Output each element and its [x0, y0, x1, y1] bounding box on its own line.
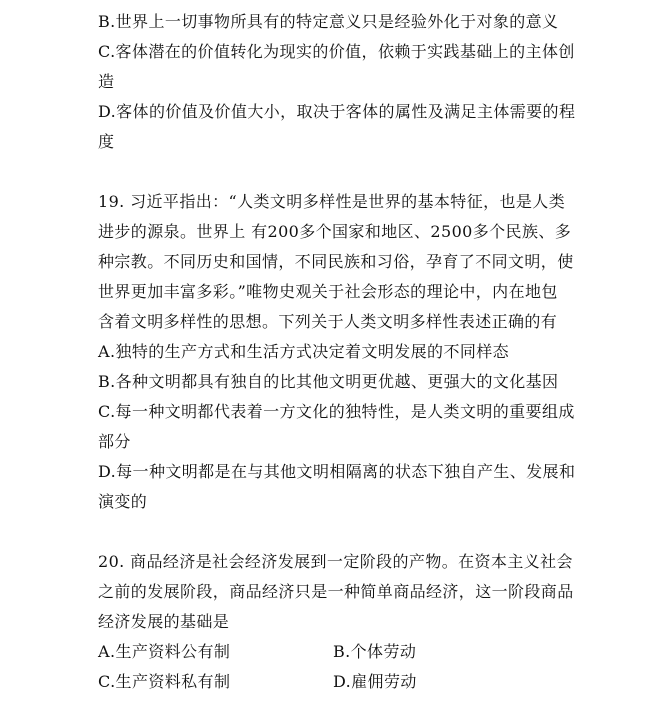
q19-option-d: D.每一种文明都是在与其他文明相隔离的状态下独自产生、发展和: [98, 462, 576, 481]
q18-option-b: B.世界上一切事物所具有的特定意义只是经验外化于对象的意义: [98, 12, 559, 31]
q20-stem-line-2: 之前的发展阶段，商品经济只是一种简单商品经济，这一阶段商品: [98, 582, 574, 601]
q18-option-d: D.客体的价值及价值大小，取决于客体的属性及满足主体需要的程: [98, 102, 576, 121]
q20-option-b: B.个体劳动: [333, 642, 417, 661]
q19-option-b: B.各种文明都具有独自的比其他文明更优越、更强大的文化基因: [98, 372, 559, 391]
q19-stem-line-1: 19. 习近平指出：“人类文明多样性是世界的基本特征，也是人类: [98, 192, 566, 211]
q19-stem-line-4: 世界更加丰富多彩。”唯物史观关于社会形态的理论中，内在地包: [98, 282, 558, 301]
q18-option-c-cont: 造: [98, 72, 115, 91]
q19-option-d-cont: 演变的: [98, 492, 148, 511]
q19-option-c-cont: 部分: [98, 432, 131, 451]
q18-option-d-cont: 度: [98, 132, 115, 151]
q19-stem-line-2: 进步的源泉。世界上 有200多个国家和地区、2500多个民族、多: [98, 222, 572, 241]
q20-option-a: A.生产资料公有制: [98, 642, 231, 661]
q18-option-c: C.客体潜在的价值转化为现实的价值，依赖于实践基础上的主体创: [98, 42, 575, 61]
q19-stem-line-3: 种宗教。不同历史和国情，不同民族和习俗，孕育了不同文明，使: [98, 252, 574, 271]
q20-stem-line-1: 20. 商品经济是社会经济发展到一定阶段的产物。在资本主义社会: [98, 552, 573, 571]
q19-option-a: A.独特的生产方式和生活方式决定着文明发展的不同样态: [98, 342, 510, 361]
q20-option-c: C.生产资料私有制: [98, 672, 231, 691]
q19-option-c: C.每一种文明都代表着一方文化的独特性，是人类文明的重要组成: [98, 402, 575, 421]
q20-option-d: D.雇佣劳动: [333, 672, 417, 691]
q19-stem-line-5: 含着文明多样性的思想。下列关于人类文明多样性表述正确的有: [98, 312, 558, 331]
q20-stem-line-3: 经济发展的基础是: [98, 612, 230, 631]
